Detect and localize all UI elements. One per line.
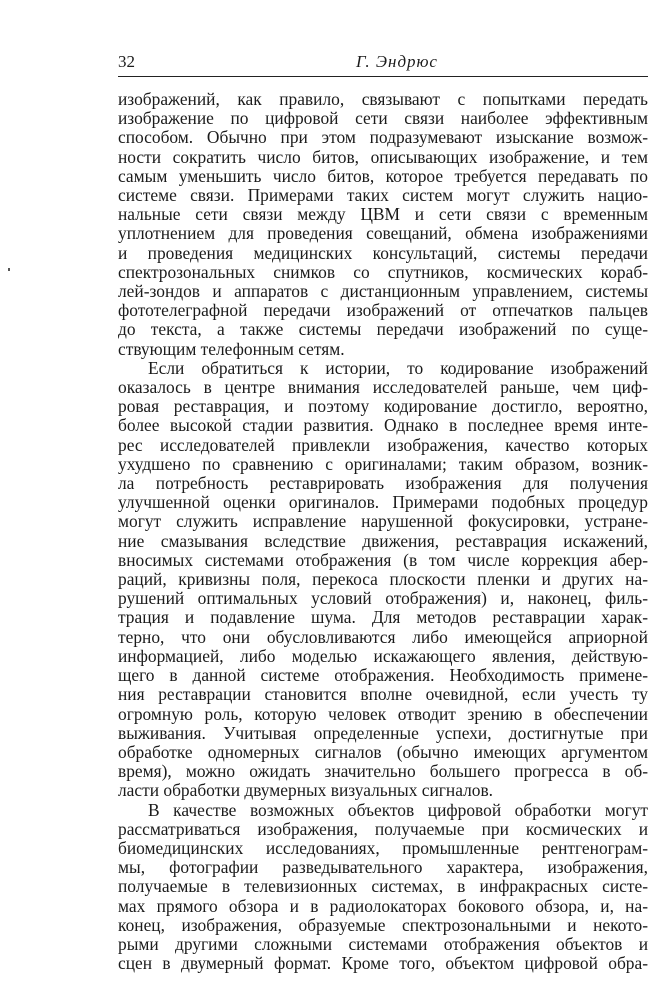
text-line: оказалось в центре внимания исследователей раньше, чем циф- <box>118 378 648 398</box>
text-line: ние смазывания вследствие движения, реставрация искажений, <box>118 531 648 551</box>
header-rule <box>118 76 648 77</box>
text-line: биомедицинских исследованиях, промышленные рентгенограм- <box>118 838 648 858</box>
text-line: конец, изображения, образуемые спектрозональными и некото- <box>118 915 648 935</box>
running-title: Г. Эндрюс <box>356 52 438 71</box>
text-line: уплотнением для проведения совещаний, обмена изображениями <box>118 224 648 244</box>
text-line: ровая реставрация, и поэтому кодирование достигло, вероятно, <box>118 397 648 417</box>
text-line: изображений, как правило, связывают с попытками передать <box>118 90 648 109</box>
text-line: рассматриваться изображения, получаемые при космических и <box>118 819 648 839</box>
text-line: обработке одномерных сигналов (обычно имеющих аргументом <box>118 742 648 762</box>
text-line: Если обратиться к истории, то кодирование изображений <box>148 358 648 378</box>
text-line: щего в данной системе отображения. Необходимость примене- <box>118 666 648 686</box>
text-line: фототелеграфной передачи изображений от отпечатков пальцев <box>118 301 648 321</box>
text-line: терно, что они обусловливаются либо имеющейся априорной <box>118 627 648 647</box>
text-line: системе связи. Примерами таких систем могут служить нацио- <box>118 186 648 206</box>
text-line: ласти обработки двумерных визуальных сигналов. <box>118 781 494 801</box>
text-line: лей-зондов и аппаратов с дистанционным управлением, системы <box>118 282 648 302</box>
text-line: В качестве возможных объектов цифровой обработки могут <box>148 800 648 820</box>
text-line: раций, кривизны поля, перекоса плоскости пленки и других на- <box>118 570 648 590</box>
text-line: и проведения медицинских консультаций, системы передачи <box>118 243 648 263</box>
text-line: ухудшено по сравнению с оригиналами; таким образом, возник- <box>118 454 648 474</box>
page-number: 32 <box>118 52 135 71</box>
text-line: выживания. Учитывая определенные успехи, достигнутые при <box>118 723 648 743</box>
text-line: рушений оптимальных условий отображения) и, наконец, филь- <box>118 589 648 609</box>
text-line: до текста, а также системы передачи изображений по суще- <box>118 320 648 340</box>
text-line: ствующим телефонным сетям. <box>118 339 345 359</box>
page-header <box>118 52 648 74</box>
body-text <box>118 90 648 973</box>
text-line: трация и подавление шума. Для методов реставрации харак- <box>118 608 648 628</box>
text-line: рыми другими сложными системами отображения объектов и <box>118 934 648 954</box>
text-line: мах прямого обзора и в радиолокаторах бокового обзора, и, на- <box>118 896 648 916</box>
text-line: могут служить исправление нарушенной фокусировки, устране- <box>118 512 648 532</box>
text-line: время), можно ожидать значительно большего прогресса в об- <box>118 762 648 782</box>
text-line: ности сократить число битов, описывающих изображение, и тем <box>118 147 648 167</box>
text-line: информацией, либо моделью искажающего явления, действую- <box>118 646 648 666</box>
text-line: нальные сети связи между ЦВМ и сети связи с временным <box>118 205 648 225</box>
text-line: самым уменьшить число битов, которое требуется передавать по <box>118 166 648 186</box>
text-line: ла потребность реставрировать изображения для получения <box>118 474 648 494</box>
text-line: улучшенной оценки оригиналов. Примерами подобных процедур <box>118 493 648 513</box>
text-line: спектрозональных снимков со спутников, космических кораб- <box>118 262 648 282</box>
text-line: ния реставрации становится вполне очевидной, если учесть ту <box>118 685 648 705</box>
text-line: мы, фотографии разведывательного характера, изображения, <box>118 858 648 878</box>
text-line: изображение по цифровой сети связи наиболее эффективным <box>118 109 648 129</box>
text-line: вносимых системами отображения (в том числе коррекция абер- <box>118 550 648 570</box>
text-line: способом. Обычно при этом подразумевают изыскание возмож- <box>118 128 648 148</box>
text-line: более высокой стадии развития. Однако в последнее время инте- <box>118 416 648 436</box>
text-line: сцен в двумерный формат. Кроме того, объектом цифровой обра- <box>118 954 648 974</box>
text-line: рес исследователей привлекли изображения, качество которых <box>118 435 648 455</box>
margin-speck <box>8 268 10 271</box>
text-line: огромную роль, которую человек отводит зрению в обеспечении <box>118 704 648 724</box>
text-line: получаемые в телевизионных системах, в инфракрасных систе- <box>118 877 648 897</box>
